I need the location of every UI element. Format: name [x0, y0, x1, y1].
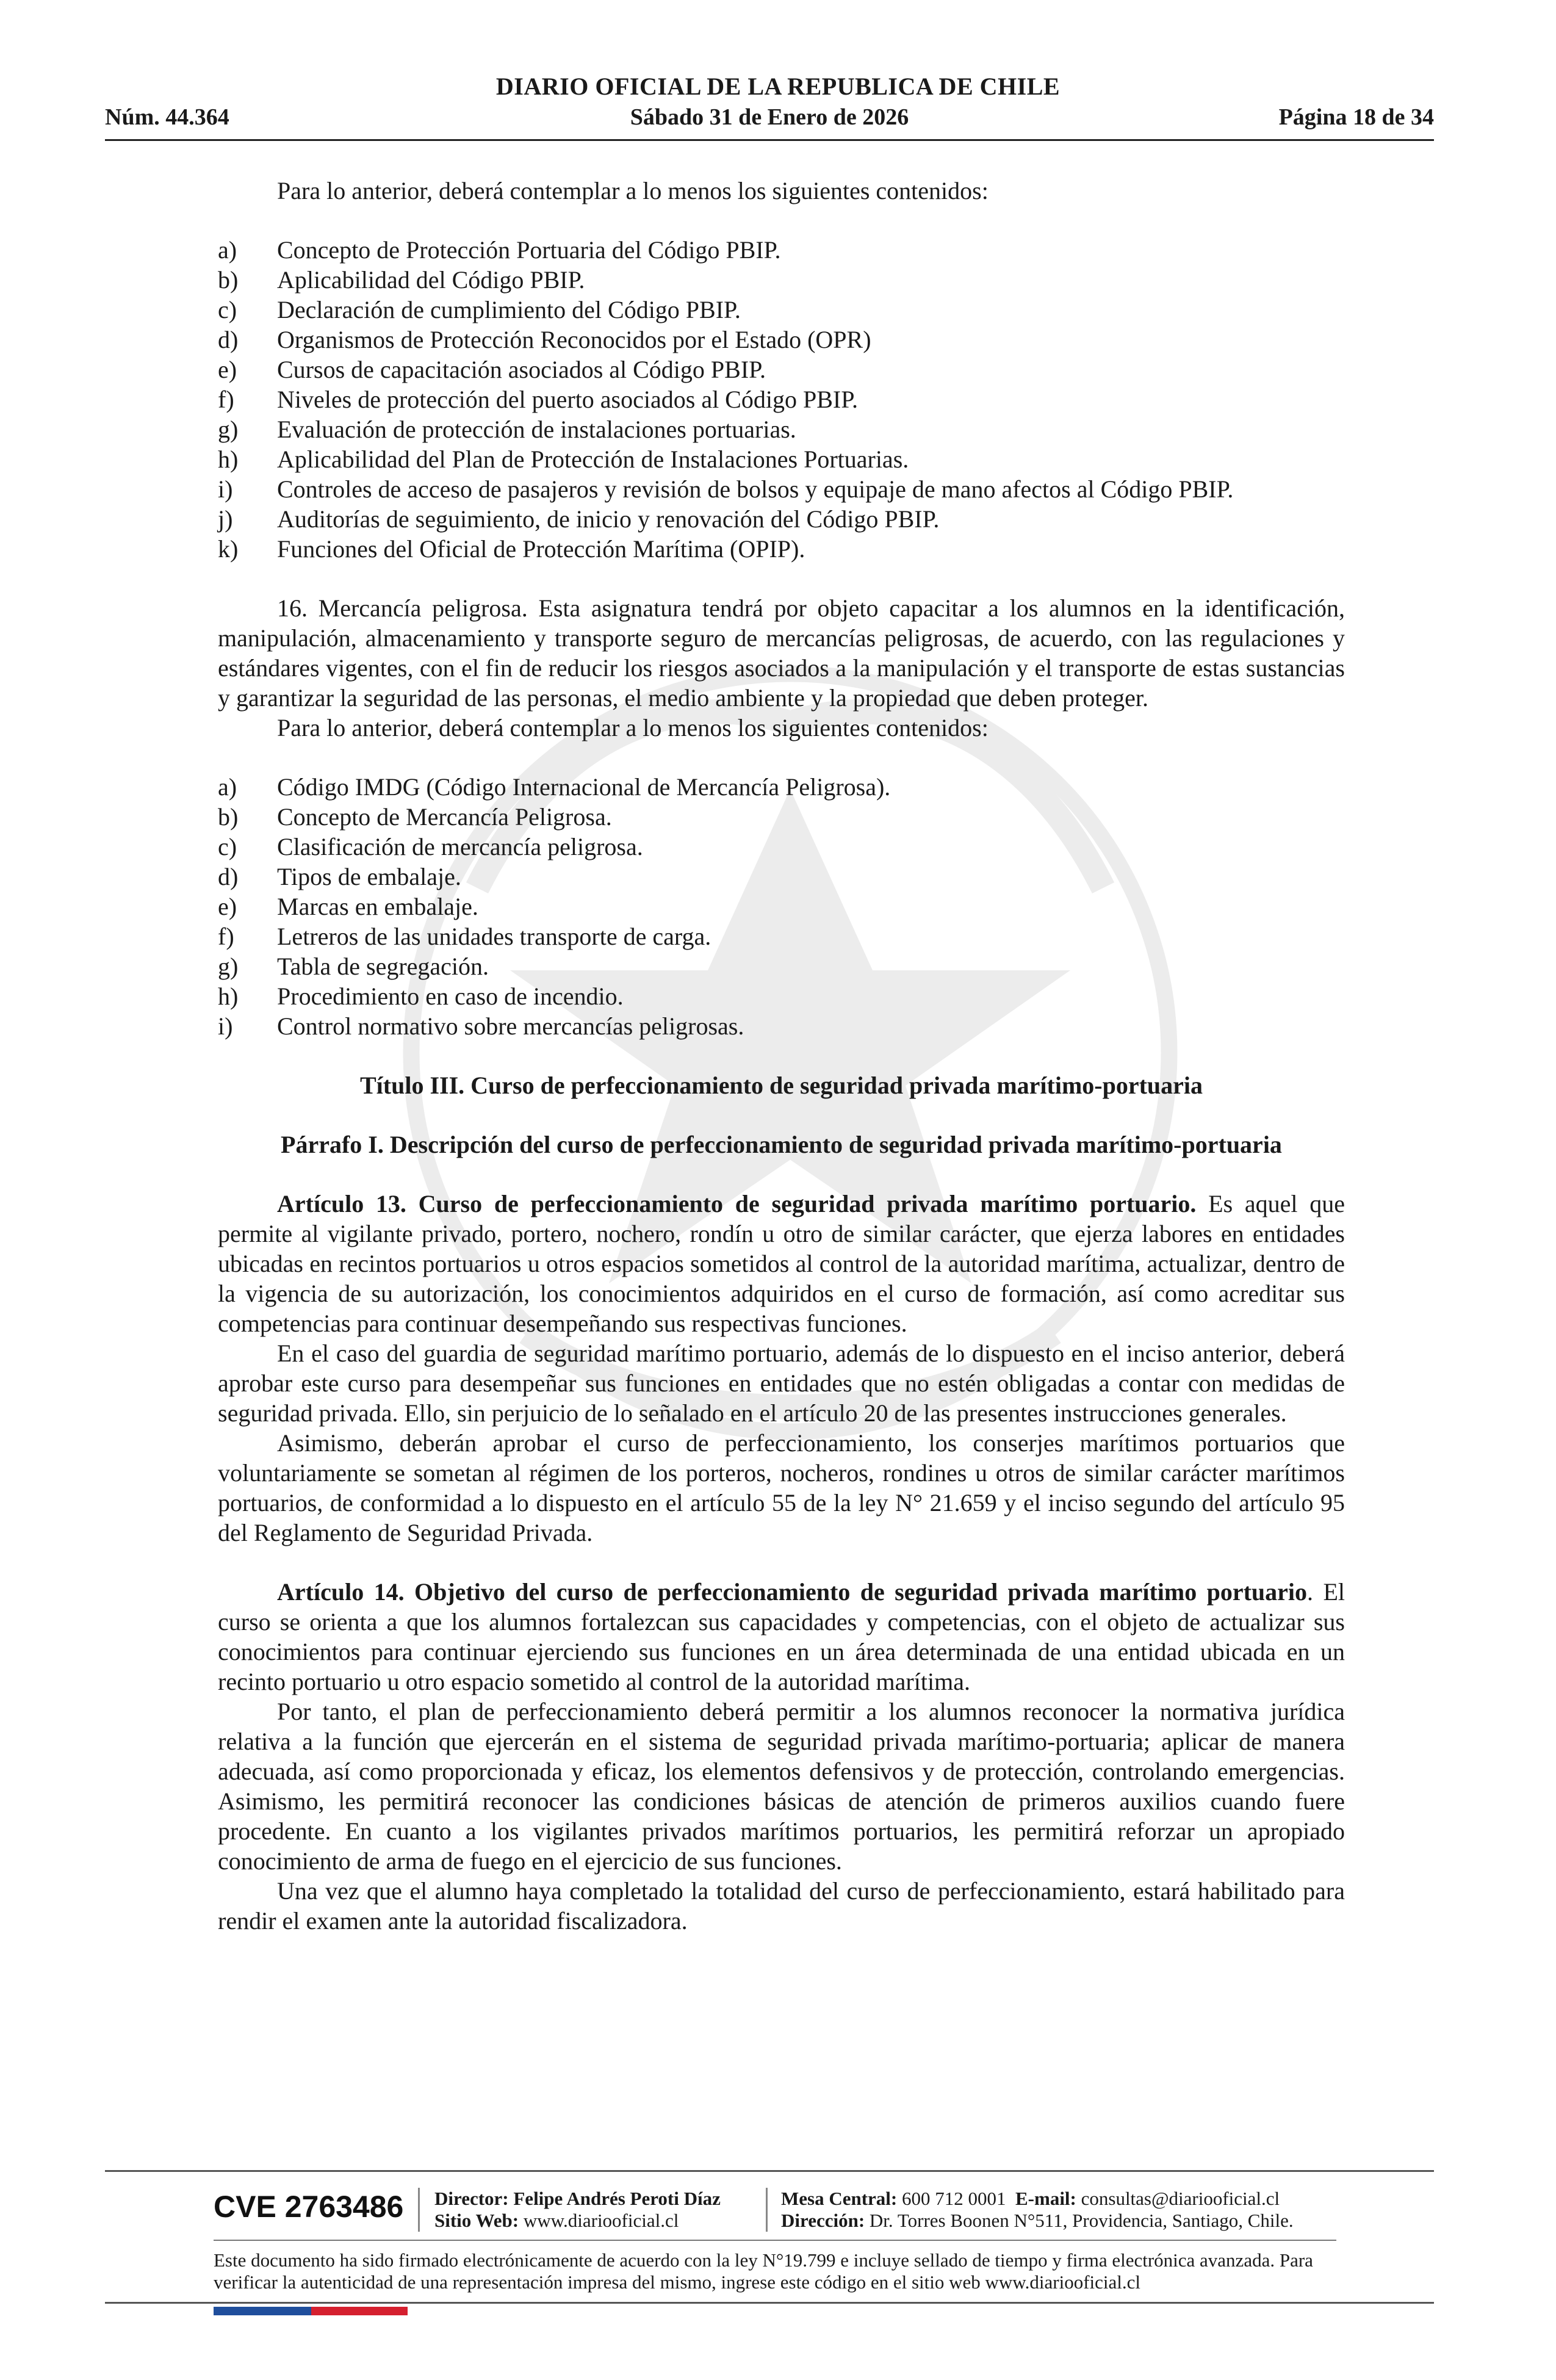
list-item: a) Concepto de Protección Portuaria del Código PBIP.	[218, 236, 781, 264]
list-item: e) Marcas en embalaje.	[218, 893, 478, 920]
document-body	[218, 176, 1345, 1936]
list-item: e) Cursos de capacitación asociados al Código PBIP.	[218, 356, 766, 383]
list-item: d) Organismos de Protección Reconocidos por el Estado (OPR)	[218, 326, 871, 353]
list-item: c) Clasificación de mercancía peligrosa.	[218, 833, 643, 860]
list-item: c) Declaración de cumplimiento del Código PBIP.	[218, 296, 741, 323]
website-link[interactable]: www.diariooficial.cl	[523, 2210, 679, 2231]
list-item: d) Tipos de embalaje.	[218, 863, 461, 890]
publication-title: DIARIO OFICIAL DE LA REPUBLICA DE CHILE	[495, 73, 1061, 100]
section2-paragraph: 16. Mercancía peligrosa. Esta asignatura tendrá por objeto capacitar a los alumnos en la identificación, manipulación, almacenamiento y transporte seguro de mercancías peligrosas, de acuerdo, con las regulaciones y estándares vigentes, con el fin de reducir los riesgos asociados a la manipulación y el transporte de estas sustancias y garantizar la seguridad de las personas, el medio ambiente y la propiedad que deben proteger.	[218, 594, 1345, 712]
flag-stripe-blue	[214, 2307, 311, 2315]
list-item: g) Tabla de segregación.	[218, 953, 489, 980]
issue-number: Núm. 44.364	[105, 104, 229, 130]
header-divider	[105, 139, 1434, 141]
section1-intro: Para lo anterior, deberá contemplar a lo menos los siguientes contenidos:	[277, 177, 989, 204]
page-number: Página 18 de 34	[1278, 104, 1434, 130]
list-item: i) Control normativo sobre mercancías peligrosas.	[218, 1012, 744, 1040]
signature-note: Este documento ha sido firmado electrónicamente de acuerdo con la ley N°19.799 e incluye sellado de tiempo y firma electrónica avanzada. Para verificar la autenticidad de una representación impresa del mismo, ingrese este código en el sitio web www.diariooficial.cl	[214, 2249, 1313, 2293]
list-item: b) Aplicabilidad del Código PBIP.	[218, 266, 585, 294]
list-item: k) Funciones del Oficial de Protección Marítima (OPIP).	[218, 535, 805, 563]
footer-separator	[418, 2188, 420, 2232]
parrafo-heading: Párrafo I. Descripción del curso de perfeccionamiento de seguridad privada marítimo-portuaria	[281, 1131, 1282, 1158]
list-item: i) Controles de acceso de pasajeros y revisión de bolsos y equipaje de mano afectos al Código PBIP.	[218, 475, 1234, 503]
articulo14-p2: Por tanto, el plan de perfeccionamiento deberá permitir a los alumnos reconocer la normativa jurídica relativa a la función que ejercerán en el sistema de seguridad privada marítimo-portuaria; aplicar de manera adecuada, así como proporcionada y eficaz, los elementos defensivos y de protección, controlando emergencias. Asimismo, les permitirá reconocer las condiciones básicas de atención de primeros auxilios cuando fuere procedente. En cuanto a los vigilantes privados marítimos portuarios, les permitirá reforzar un apropiado conocimiento de arma de fuego en el ejercicio de sus funciones.	[218, 1698, 1345, 1875]
list-item: b) Concepto de Mercancía Peligrosa.	[218, 803, 612, 831]
footer-director-block: Director: Felipe Andrés Peroti Díaz Sitio Web: www.diariooficial.cl	[434, 2188, 721, 2231]
articulo14-p3: Una vez que el alumno haya completado la totalidad del curso de perfeccionamiento, estará habilitado para rendir el examen ante la autoridad fiscalizadora.	[218, 1877, 1345, 1935]
phone-number: 600 712 0001	[902, 2188, 1006, 2209]
address: Dr. Torres Boonen N°511, Providencia, Santiago, Chile.	[869, 2210, 1294, 2231]
titulo-heading: Título III. Curso de perfeccionamiento de seguridad privada marítimo-portuaria	[359, 1072, 1203, 1099]
footer-divider	[105, 2170, 1434, 2172]
articulo14-title: Artículo 14. Objetivo del curso de perfeccionamiento de seguridad privada marítimo portuario	[277, 1578, 1308, 1606]
section2-intro: Para lo anterior, deberá contemplar a lo menos los siguientes contenidos:	[277, 714, 989, 741]
section2-list	[218, 772, 1345, 1041]
email-link[interactable]: consultas@diariooficial.cl	[1081, 2188, 1280, 2209]
list-item: f) Letreros de las unidades transporte de carga.	[218, 923, 711, 950]
articulo13-paragraph: Artículo 13. Curso de perfeccionamiento de seguridad privada marítimo portuario. Es aquel que permite al vigilante privado, portero, nochero, rondín u otro de similar carácter, que ejerza labores en entidades ubicadas en recintos portuarios u otros espacios sometidos al control de la autoridad marítima, actualizar, dentro de la vigencia de su autorización, los conocimientos adquiridos en el curso de formación, así como acreditar sus competencias para continuar desempeñando sus respectivas funciones.	[218, 1190, 1345, 1337]
list-item: a) Código IMDG (Código Internacional de Mercancía Peligrosa).	[218, 773, 891, 801]
director-name: Felipe Andrés Peroti Díaz	[513, 2188, 721, 2209]
list-item: g) Evaluación de protección de instalaciones portuarias.	[218, 416, 796, 443]
flag-stripe-red	[311, 2307, 408, 2315]
footer-inner-divider	[214, 2240, 1336, 2241]
issue-date: Sábado 31 de Enero de 2026	[630, 104, 909, 130]
list-item: f) Niveles de protección del puerto asociados al Código PBIP.	[218, 386, 859, 413]
list-item: j) Auditorías de seguimiento, de inicio y renovación del Código PBIP.	[218, 505, 940, 533]
footer-bottom-divider	[105, 2302, 1434, 2304]
list-item: h) Procedimiento en caso de incendio.	[218, 983, 624, 1010]
cve-code: CVE 2763486	[214, 2190, 404, 2224]
articulo13-p3: Asimismo, deberán aprobar el curso de perfeccionamiento, los conserjes marítimos portuarios que voluntariamente se sometan al régimen de los porteros, nocheros, rondines u otros de similar carácter marítimos portuarios, de conformidad a lo dispuesto en el artículo 55 de la ley N° 21.659 y el inciso segundo del artículo 95 del Reglamento de Seguridad Privada.	[218, 1429, 1345, 1546]
section1-list	[218, 235, 1345, 564]
header-row	[105, 104, 1434, 134]
footer-contact-block: Mesa Central: 600 712 0001 E-mail: consultas@diariooficial.cl Dirección: Dr. Torres Boonen N°511, Providencia, Santiago, Chile.	[781, 2188, 1294, 2231]
footer-separator	[766, 2188, 768, 2232]
articulo14-paragraph: Artículo 14. Objetivo del curso de perfeccionamiento de seguridad privada marítimo portuario. El curso se orienta a que los alumnos fortalezcan sus capacidades y competencias, con el objeto de actualizar sus conocimientos para continuar ejerciendo sus funciones en un área determinada de una entidad ubicada en un recinto portuario u otro espacio sometido al control de la autoridad marítima.	[218, 1578, 1345, 1695]
articulo13-title: Artículo 13. Curso de perfeccionamiento de seguridad privada marítimo portuario.	[277, 1190, 1197, 1217]
list-item: h) Aplicabilidad del Plan de Protección de Instalaciones Portuarias.	[218, 445, 909, 473]
articulo13-p2: En el caso del guardia de seguridad marítimo portuario, además de lo dispuesto en el inciso anterior, deberá aprobar este curso para desempeñar sus funciones en entidades que no estén obligadas a contar con medidas de seguridad privada. Ello, sin perjuicio de lo señalado en el artículo 20 de las presentes instrucciones generales.	[218, 1340, 1345, 1427]
